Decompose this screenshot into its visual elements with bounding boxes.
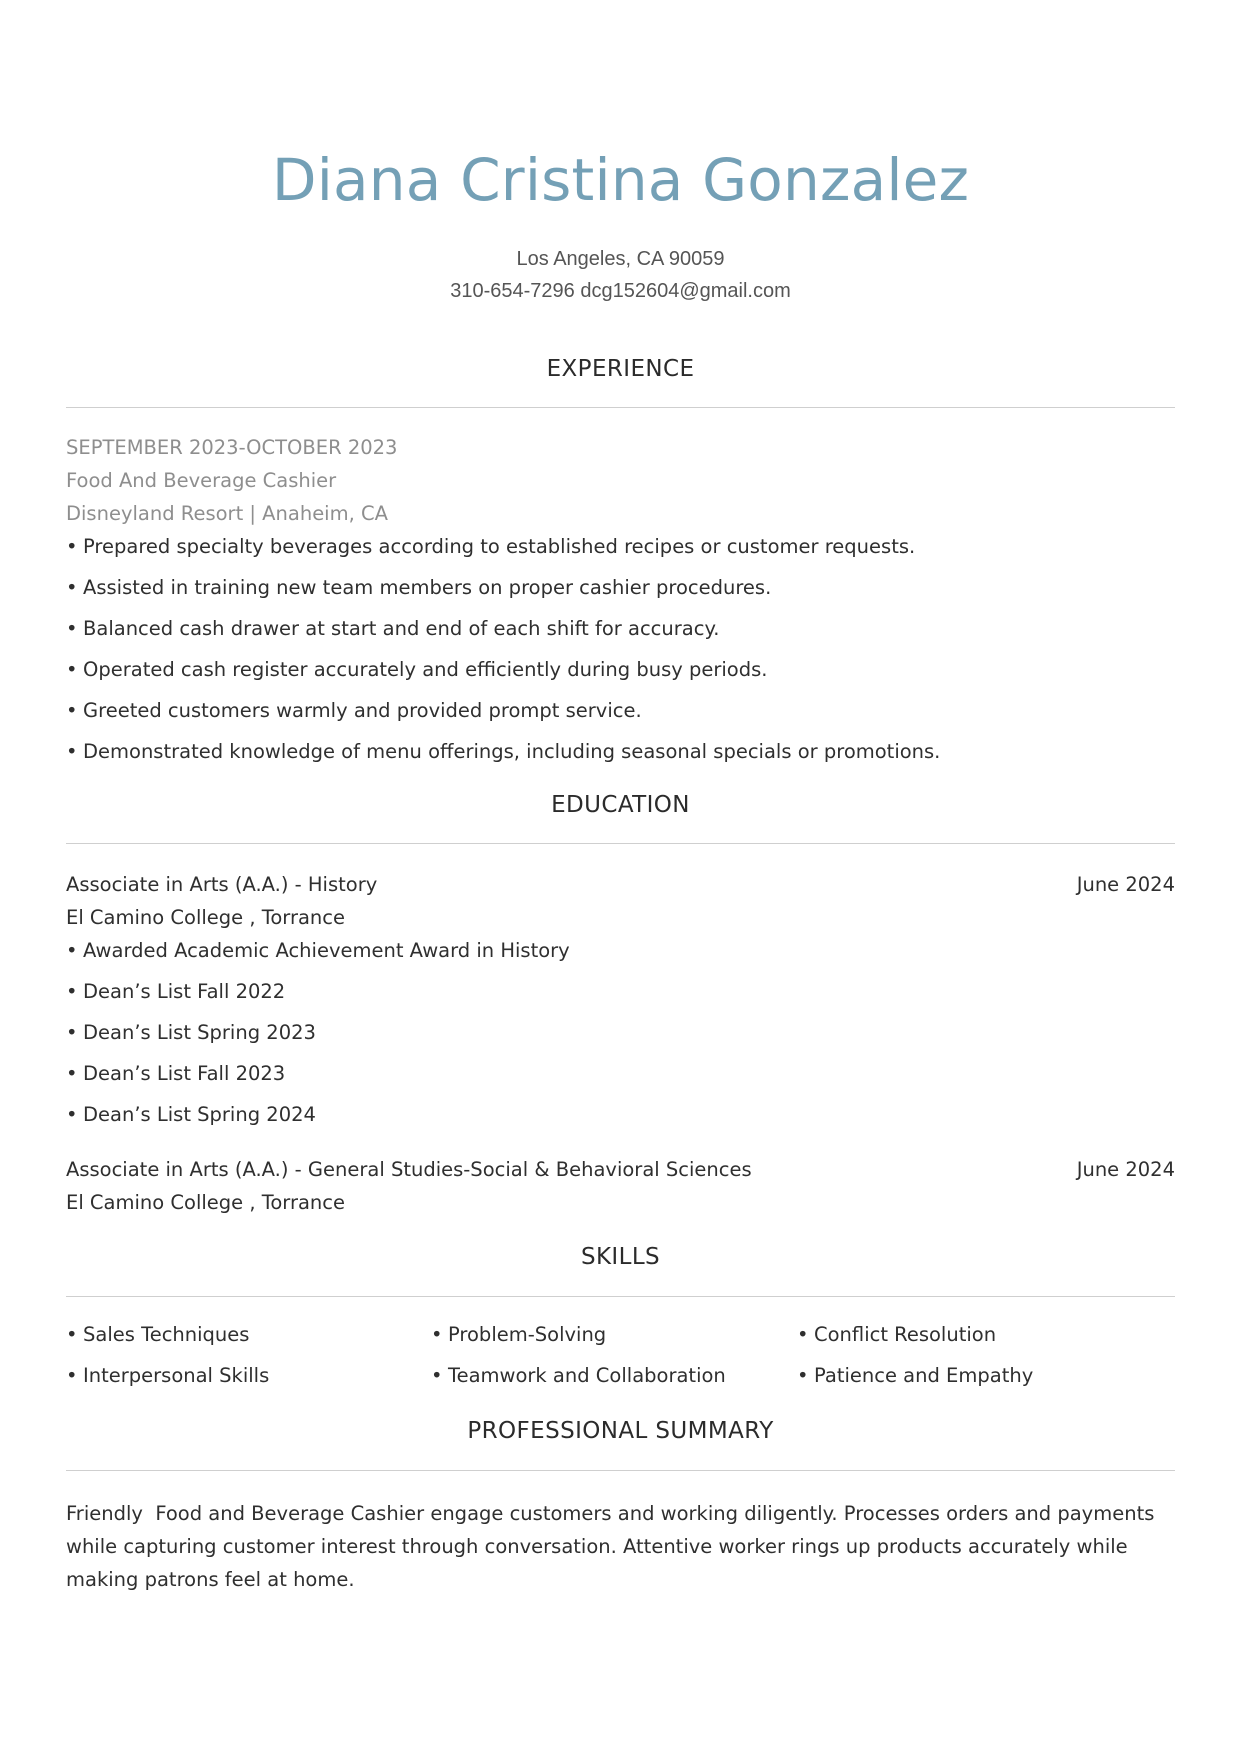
education-degree: Associate in Arts (A.A.) - General Studies-Social & Behavioral Sciences <box>66 1158 752 1181</box>
contact-phone-email: 310-654-7296 dcg152604@gmail.com <box>450 280 791 302</box>
education-bullet: • Awarded Academic Achievement Award in History <box>66 939 570 962</box>
experience-heading: EXPERIENCE <box>546 356 695 382</box>
experience-role: Food And Beverage Cashier <box>66 469 337 492</box>
education-school: El Camino College , Torrance <box>66 1191 345 1214</box>
skill-item: • Problem-Solving <box>431 1323 607 1346</box>
experience-bullet-list <box>66 535 940 781</box>
experience-divider <box>66 407 1175 408</box>
experience-bullet: • Prepared specialty beverages according to established recipes or customer requests. <box>66 535 916 558</box>
skill-item: • Sales Techniques <box>66 1323 250 1346</box>
education-bullet: • Dean’s List Spring 2024 <box>66 1103 316 1126</box>
skill-item: • Conflict Resolution <box>797 1323 997 1346</box>
experience-bullet: • Balanced cash drawer at start and end of each shift for accuracy. <box>66 617 720 640</box>
skills-divider <box>66 1296 1175 1297</box>
education-bullet: • Dean’s List Fall 2022 <box>66 980 286 1003</box>
skill-item: • Teamwork and Collaboration <box>431 1364 726 1387</box>
experience-bullet: • Assisted in training new team members on proper cashier procedures. <box>66 576 772 599</box>
education-degree: Associate in Arts (A.A.) - History <box>66 873 378 896</box>
experience-bullet: • Demonstrated knowledge of menu offerings, including seasonal specials or promotions. <box>66 740 941 763</box>
education-bullet: • Dean’s List Spring 2023 <box>66 1021 316 1044</box>
education-bullet: • Dean’s List Fall 2023 <box>66 1062 286 1085</box>
experience-company: Disneyland Resort | Anaheim, CA <box>66 502 388 525</box>
summary-divider <box>66 1470 1175 1471</box>
education-heading: EDUCATION <box>551 792 690 818</box>
candidate-name: Diana Cristina Gonzalez <box>271 146 970 214</box>
summary-heading: PROFESSIONAL SUMMARY <box>467 1418 774 1444</box>
skills-heading: SKILLS <box>580 1244 661 1270</box>
contact-location: Los Angeles, CA 90059 <box>516 248 725 270</box>
education-date: June 2024 <box>1076 1158 1175 1181</box>
education-date: June 2024 <box>1076 873 1175 896</box>
education-school: El Camino College , Torrance <box>66 906 345 929</box>
experience-bullet: • Greeted customers warmly and provided prompt service. <box>66 699 642 722</box>
experience-dates: SEPTEMBER 2023-OCTOBER 2023 <box>66 436 398 459</box>
skill-item: • Interpersonal Skills <box>66 1364 270 1387</box>
education-bullet-list <box>66 939 570 1144</box>
education-divider <box>66 843 1175 844</box>
skill-item: • Patience and Empathy <box>797 1364 1034 1387</box>
summary-text: Friendly Food and Beverage Cashier engage customers and working diligently. Processes orders and payments while capturing customer interest through conversation. Attentive worker rings up products accurately while making patrons feel at home. <box>66 1502 1161 1591</box>
experience-bullet: • Operated cash register accurately and efficiently during busy periods. <box>66 658 768 681</box>
